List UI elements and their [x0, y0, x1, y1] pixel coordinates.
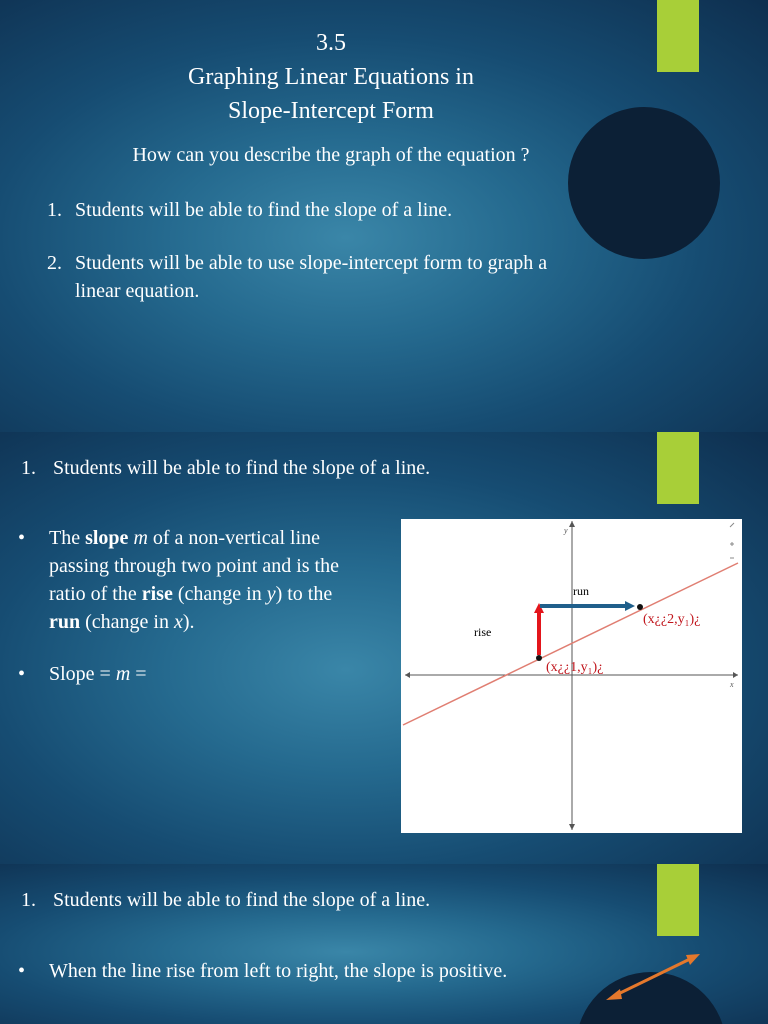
y-axis-top-arrow	[569, 521, 575, 527]
graph-line	[403, 563, 738, 725]
slope-graph	[401, 519, 742, 833]
toolbar-pointer-icon	[730, 523, 734, 527]
point-2	[637, 604, 643, 610]
graph-svg	[401, 519, 742, 833]
accent-bar	[657, 864, 699, 936]
section-number: 3.5	[316, 30, 346, 56]
accent-bar	[657, 432, 699, 504]
positive-slope-arrow-icon	[600, 948, 710, 1008]
decorative-circle	[568, 107, 720, 259]
point-1-label: (x¿¿1,y₁)¿	[546, 660, 604, 675]
y-axis-bottom-arrow	[569, 824, 575, 830]
slide-3: 1. Students will be able to find the slope of a line. • When the line rise from left to right, the slope is positive.	[0, 864, 768, 1024]
accent-bar	[657, 0, 699, 72]
point-1	[536, 655, 542, 661]
run-label: run	[573, 584, 589, 598]
run-arrow-head	[625, 601, 635, 611]
rise-label: rise	[474, 625, 492, 639]
x-axis-right-arrow	[733, 672, 738, 678]
x-axis-label: x	[730, 680, 734, 689]
slide-title-line2: Slope-Intercept Form	[228, 98, 434, 124]
y-axis-label: y	[564, 526, 568, 535]
slide-title: Graphing Linear Equations in	[188, 64, 474, 90]
point-2-label: (x¿¿2,y₁)¿	[643, 612, 701, 627]
slide-2: 1. Students will be able to find the slope of a line. • The slope m of a non-vertical line passing through two point and is the ratio of the rise (change in y) to the run (change in x). • Slope = m = x y run rise (x¿¿2,y₁)¿ (x¿¿1,y₁)¿	[0, 432, 768, 864]
slide-1: 3.5 Graphing Linear Equations in Slope-Intercept Form How can you describe the graph of the equation ? 1. Students will be able to find the slope of a line. 2. Students will be able to use slope-intercept form to graph a linear equation.	[0, 0, 768, 432]
essential-question: How can you describe the graph of the equation ?	[132, 144, 530, 166]
x-axis-left-arrow	[405, 672, 410, 678]
